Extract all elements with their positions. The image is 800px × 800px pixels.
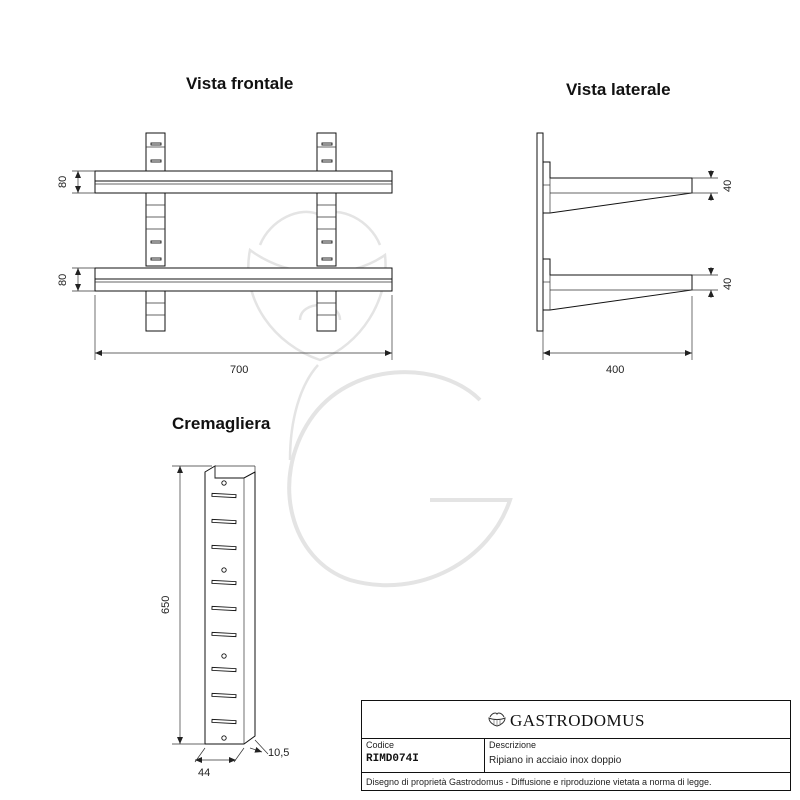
description-label: Descrizione: [489, 740, 537, 750]
side-view-title: Vista laterale: [566, 80, 671, 99]
front-width-label: 700: [230, 364, 249, 376]
description-cell: [485, 738, 790, 773]
gastrodomus-logo-icon: [486, 709, 508, 731]
ownership-notice: Disegno di proprietà Gastrodomus - Diffusione e riproduzione vietata a norma di legge.: [366, 777, 712, 787]
front-view: [57, 133, 392, 376]
code-cell: [362, 738, 485, 773]
rack-height-label: 650: [160, 595, 172, 614]
front-right-rack: [317, 133, 336, 331]
code-value: RIMD074I: [366, 753, 419, 765]
side-wall-rack: [537, 133, 543, 331]
side-thickness-top-label: 40: [722, 179, 734, 192]
front-shelf-top: [95, 171, 392, 193]
front-shelf-bottom: [95, 268, 392, 291]
front-left-rack: [146, 133, 165, 331]
description-value: Ripiano in acciaio inox doppio: [489, 755, 622, 766]
rack-view-title: Cremagliera: [172, 414, 271, 433]
gastrodomus-logo: [486, 709, 645, 731]
title-block: [361, 700, 791, 791]
side-bracket-bottom: [543, 259, 692, 310]
side-bracket-top: [543, 162, 692, 213]
side-thickness-bottom-label: 40: [722, 277, 734, 290]
rack-depth-label: 10,5: [268, 747, 290, 759]
front-height-top-label: 80: [57, 175, 69, 188]
rack-view: [160, 466, 289, 779]
front-height-bottom-label: 80: [57, 273, 69, 286]
front-view-title: Vista frontale: [186, 74, 294, 93]
code-label: Codice: [366, 740, 395, 750]
rack-profile: [205, 466, 255, 744]
rack-width-label: 44: [198, 767, 211, 779]
title-block-logo-row: [362, 701, 790, 739]
brand-name: GASTRODOMUS: [510, 711, 645, 730]
side-depth-label: 400: [606, 364, 625, 376]
side-view: [537, 133, 734, 376]
front-dimension-lines: [72, 171, 392, 360]
